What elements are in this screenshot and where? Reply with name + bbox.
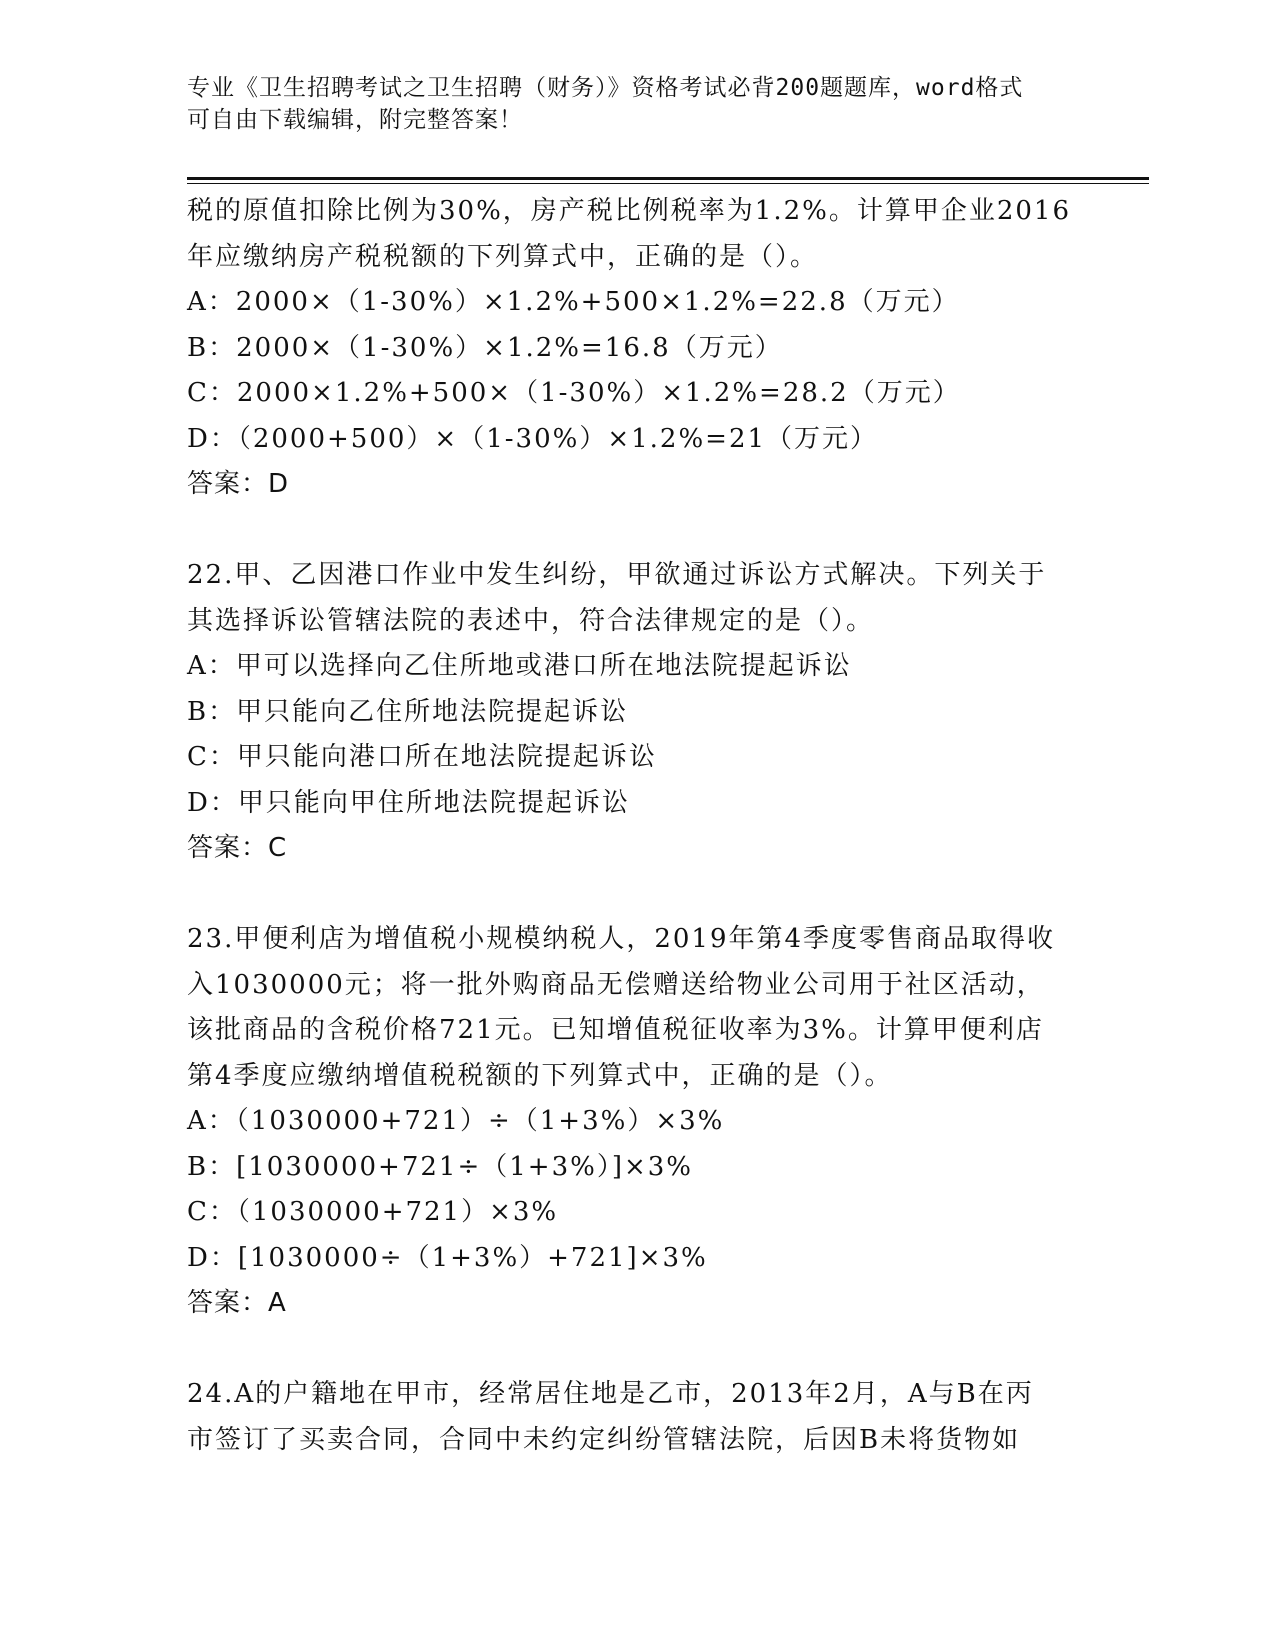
question-stem-line: 22.甲、乙因港口作业中发生纠纷，甲欲通过诉讼方式解决。下列关于 (187, 560, 1047, 590)
question-stem-line: 年应缴纳房产税税额的下列算式中，正确的是（）。 (187, 241, 819, 272)
answer-line: 答案：D (187, 469, 290, 499)
header-divider-thick (187, 177, 1149, 180)
question-spacer (187, 508, 1087, 554)
question-list (187, 189, 1087, 1463)
question-23 (187, 917, 1087, 1327)
option-b: B：甲只能向乙住所地法院提起诉讼 (187, 696, 629, 727)
question-stem-line: 该批商品的含税价格721元。已知增值税征收率为3%。计算甲便利店 (187, 1015, 1044, 1045)
answer-line: 答案：A (187, 1288, 287, 1318)
option-c: C：（1030000+721）×3% (187, 1197, 559, 1227)
option-b: B：2000×（1-30%）×1.2%=16.8（万元） (187, 332, 783, 363)
header-title-line-1: 专业《卫生招聘考试之卫生招聘（财务）》资格考试必背200题题库，word格式 (187, 75, 1024, 101)
page-header (187, 72, 1067, 136)
option-d: D：（2000+500）×（1-30%）×1.2%=21（万元） (187, 423, 879, 454)
answer-line: 答案：C (187, 833, 288, 863)
question-stem-line: 其选择诉讼管辖法院的表述中，符合法律规定的是（）。 (187, 605, 875, 636)
option-c: C：2000×1.2%+500×（1-30%）×1.2%=28.2（万元） (187, 378, 961, 408)
question-spacer (187, 872, 1087, 918)
option-d: D：甲只能向甲住所地法院提起诉讼 (187, 787, 630, 818)
question-stem-line: 入1030000元；将一批外购商品无偿赠送给物业公司用于社区活动， (187, 969, 1045, 1000)
option-a: A：甲可以选择向乙住所地或港口所在地法院提起诉讼 (187, 651, 852, 681)
question-21 (187, 189, 1087, 508)
header-title-line-2: 可自由下载编辑，附完整答案！ (187, 107, 523, 133)
question-22 (187, 553, 1087, 872)
option-a: A：（1030000+721）÷（1+3%）×3% (187, 1106, 725, 1136)
option-a: A：2000×（1-30%）×1.2%+500×1.2%=22.8（万元） (187, 287, 960, 317)
question-stem-line: 税的原值扣除比例为30%，房产税比例税率为1.2%。计算甲企业2016 (187, 196, 1072, 226)
question-stem-line: 第4季度应缴纳增值税税额的下列算式中，正确的是（）。 (187, 1060, 893, 1091)
option-d: D：[1030000÷（1+3%）+721]×3% (187, 1242, 708, 1273)
question-24 (187, 1372, 1087, 1463)
question-stem-line: 24.A的户籍地在甲市，经常居住地是乙市，2013年2月，A与B在丙 (187, 1379, 1034, 1409)
option-c: C：甲只能向港口所在地法院提起诉讼 (187, 742, 657, 772)
option-b: B：[1030000+721÷（1+3%）]×3% (187, 1151, 693, 1182)
question-spacer (187, 1327, 1087, 1373)
question-stem-line: 23.甲便利店为增值税小规模纳税人，2019年第4季度零售商品取得收 (187, 924, 1056, 954)
header-divider-thin (187, 183, 1149, 184)
question-stem-line: 市签订了买卖合同，合同中未约定纠纷管辖法院，后因B未将货物如 (187, 1424, 1021, 1455)
